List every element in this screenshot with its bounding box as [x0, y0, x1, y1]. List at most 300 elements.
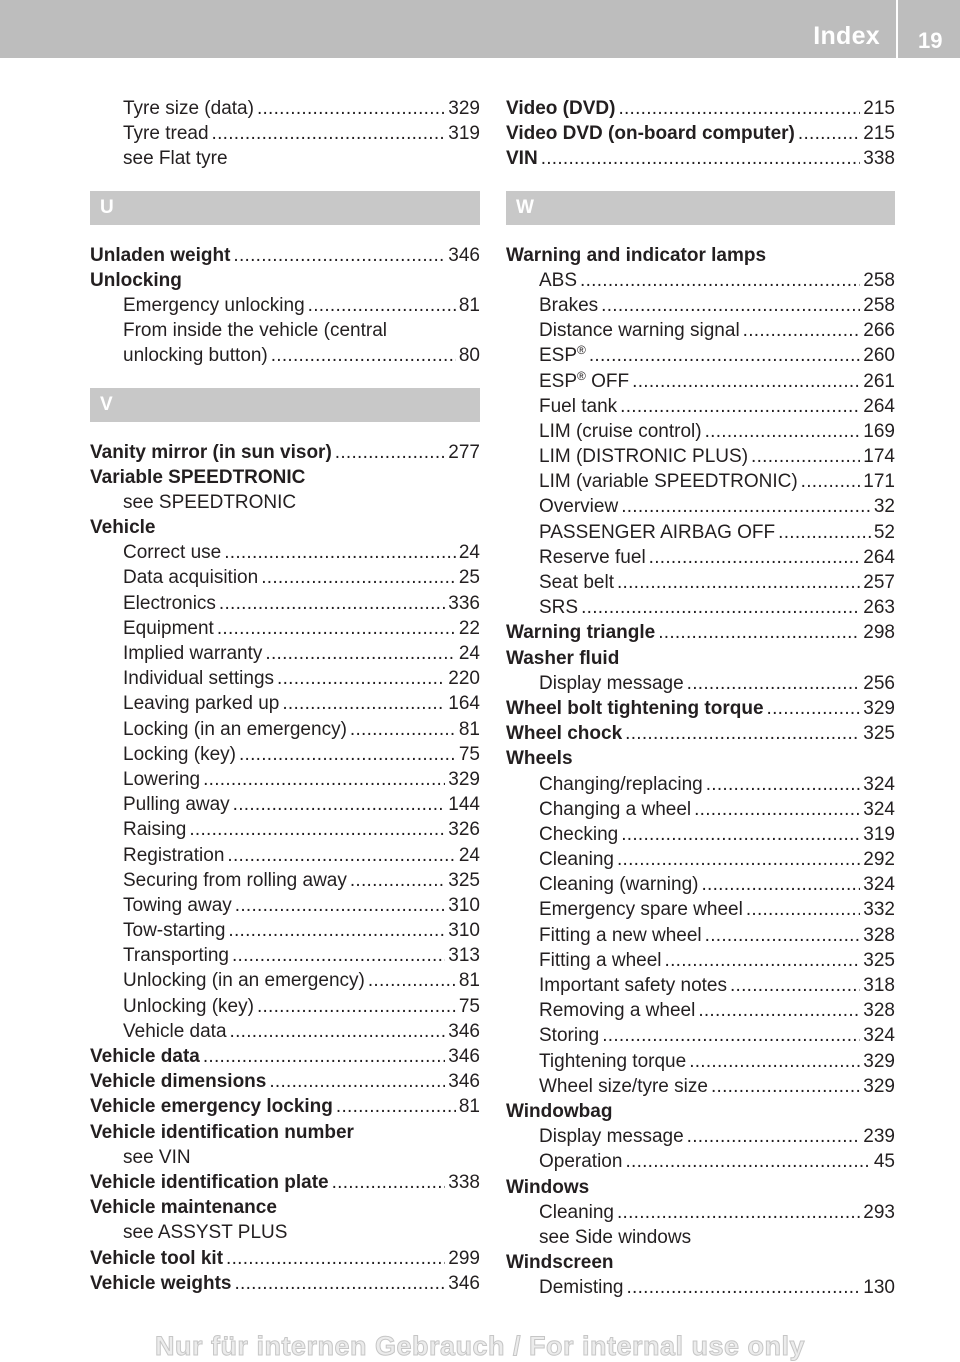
dot-leader	[332, 1170, 446, 1195]
page-reference[interactable]: 215	[863, 123, 895, 145]
page-reference[interactable]: 299	[448, 1247, 480, 1269]
entry-label-text: Washer fluid	[506, 647, 620, 669]
index-subentry-esp-off[interactable]	[506, 369, 895, 394]
entry-label-text: Vehicle dimensions	[90, 1071, 267, 1093]
page-reference[interactable]: 25	[458, 567, 480, 589]
index-entry-vehicle-emergency-locking[interactable]	[90, 1094, 480, 1119]
index-entry-video-dvd[interactable]	[506, 96, 895, 121]
entry-label	[539, 1149, 622, 1174]
entry-label	[539, 343, 586, 368]
page-reference[interactable]: 310	[448, 894, 480, 916]
index-subentry-esp[interactable]	[506, 343, 895, 368]
entry-label-text: Removing a wheel	[539, 1000, 696, 1022]
index-subentry-lowering[interactable]	[90, 767, 480, 792]
index-subentry-raising[interactable]	[90, 817, 480, 842]
entry-label-text: Vehicle tool kit	[90, 1247, 224, 1269]
page-reference[interactable]: 45	[873, 1151, 895, 1173]
index-subentry-cleaning-warning[interactable]	[506, 872, 895, 897]
page-reference[interactable]: 329	[863, 697, 895, 719]
index-subentry-operation[interactable]	[506, 1149, 895, 1174]
index-subentry-leaving-parked-up[interactable]	[90, 691, 480, 716]
dot-leader	[203, 1044, 445, 1069]
internal-use-watermark: Nur für internen Gebrauch / For internal use only	[154, 1331, 806, 1361]
page-reference[interactable]: 239	[863, 1126, 895, 1148]
index-subentry-see-flat-tyre	[90, 146, 480, 171]
page-reference[interactable]: 346	[448, 1046, 480, 1067]
entry-label	[539, 570, 614, 595]
page-reference[interactable]: 75	[458, 743, 480, 765]
index-entry-windows	[506, 1175, 895, 1200]
entry-label-text: Data acquisition	[123, 567, 259, 589]
index-subentry-equipment[interactable]	[90, 616, 480, 641]
index-entry-wheel-chock[interactable]	[506, 721, 895, 746]
page-header-bar	[0, 0, 960, 58]
entry-label	[539, 419, 702, 444]
index-subentry-overview[interactable]	[506, 494, 895, 519]
entry-label	[123, 843, 224, 868]
index-entry-unlocking	[90, 268, 480, 293]
page-reference[interactable]: 215	[863, 98, 895, 119]
dot-leader	[336, 1094, 456, 1119]
dot-leader	[212, 121, 446, 146]
index-subentry-securing-from-rolling-away[interactable]	[90, 868, 480, 893]
index-entry-vehicle	[90, 515, 480, 540]
index-subentry-unlocking-in-an-emergency[interactable]	[90, 968, 480, 993]
dot-leader	[665, 948, 861, 973]
index-subentry-cleaning[interactable]	[506, 1200, 895, 1225]
page-reference[interactable]: 329	[448, 98, 480, 119]
index-subentry-distance-warning-signal[interactable]	[506, 318, 895, 343]
dot-leader	[541, 146, 861, 171]
entry-label	[123, 121, 209, 146]
entry-label-text: Warning triangle	[506, 622, 656, 644]
page-reference[interactable]: 336	[448, 592, 480, 614]
page-reference[interactable]: 75	[458, 995, 480, 1017]
page-reference[interactable]: 22	[458, 617, 480, 639]
entry-label-text: ESP	[539, 370, 578, 392]
page-reference[interactable]: 292	[863, 849, 895, 871]
entry-label	[506, 1175, 589, 1200]
page-reference[interactable]: 52	[873, 521, 895, 543]
entry-label	[539, 998, 695, 1023]
entry-label	[539, 293, 598, 318]
entry-label	[123, 1220, 287, 1245]
entry-label	[123, 968, 365, 993]
index-subentry-display-message[interactable]	[506, 671, 895, 696]
entry-label	[90, 465, 305, 490]
page-reference[interactable]: 325	[863, 723, 895, 745]
page-reference[interactable]: 264	[863, 546, 895, 568]
page-reference[interactable]: 338	[863, 148, 895, 170]
entry-label-text: Raising	[123, 819, 187, 841]
index-entry-vehicle-maintenance	[90, 1195, 480, 1220]
dot-leader	[282, 691, 445, 716]
dot-leader	[257, 96, 445, 121]
entry-label	[90, 243, 230, 268]
entry-label-text: Emergency spare wheel	[539, 899, 743, 921]
index-subentry-srs[interactable]	[506, 595, 895, 620]
index-subentry-data-acquisition[interactable]	[90, 565, 480, 590]
index-subentry-pulling-away[interactable]	[90, 792, 480, 817]
page-reference[interactable]: 298	[863, 622, 895, 644]
page-reference[interactable]: 220	[448, 668, 480, 690]
entry-label	[506, 146, 538, 171]
entry-label-text: Windscreen	[506, 1252, 614, 1274]
page-reference[interactable]: 130	[863, 1277, 895, 1299]
letter-heading-u: U	[90, 191, 480, 225]
dot-leader	[265, 641, 455, 666]
entry-label-text: Tightening torque	[539, 1050, 687, 1072]
dot-leader	[228, 918, 445, 943]
page-reference[interactable]: 346	[448, 1020, 480, 1042]
index-subentry-see-side-windows	[506, 1225, 895, 1250]
page-reference[interactable]: 346	[448, 1071, 480, 1093]
page-reference[interactable]: 261	[863, 370, 895, 392]
index-subentry-locking-in-an-emergency[interactable]	[90, 717, 480, 742]
entry-label	[506, 620, 655, 645]
index-subentry-checking[interactable]	[506, 822, 895, 847]
index-subentry-fuel-tank[interactable]	[506, 394, 895, 419]
page-reference[interactable]: 32	[873, 496, 895, 518]
page-reference[interactable]: 319	[863, 823, 895, 845]
entry-label-text: Operation	[539, 1151, 623, 1173]
dot-leader	[269, 1069, 445, 1094]
index-entry-vehicle-identification-number	[90, 1120, 480, 1145]
page-reference[interactable]: 346	[448, 1272, 480, 1294]
dot-leader	[649, 545, 861, 570]
entry-label-text: Wheel size/tyre size	[539, 1075, 708, 1097]
page-reference[interactable]: 277	[448, 441, 480, 463]
index-subentry-storing[interactable]	[506, 1023, 895, 1048]
entry-label-text: Demisting	[539, 1277, 624, 1299]
index-entry-vehicle-weights[interactable]	[90, 1271, 480, 1296]
index-entry-windowbag	[506, 1099, 895, 1124]
dot-leader	[257, 994, 456, 1019]
entry-label	[90, 1069, 266, 1094]
page-reference[interactable]: 260	[863, 345, 895, 367]
page-reference[interactable]: 329	[448, 768, 480, 790]
page-reference[interactable]: 293	[863, 1201, 895, 1223]
dot-leader	[801, 469, 861, 494]
index-subentry-tyre-size-data[interactable]	[90, 96, 480, 121]
entry-label	[506, 1099, 612, 1124]
entry-label-text: Warning and indicator lamps	[506, 244, 767, 266]
dot-leader	[632, 369, 860, 394]
page-reference[interactable]: 256	[863, 672, 895, 694]
entry-label	[123, 318, 387, 343]
dot-leader	[224, 540, 456, 565]
entry-label	[539, 797, 691, 822]
index-entry-video-dvd-on-board-computer[interactable]	[506, 121, 895, 146]
index-subentry-locking-key[interactable]	[90, 742, 480, 767]
entry-label-text: Windowbag	[506, 1100, 613, 1122]
registered-mark: ®	[577, 368, 586, 383]
entry-label-text: Tyre size (data)	[123, 98, 254, 119]
letter-heading-v: V	[90, 388, 480, 422]
page-reference[interactable]: 164	[448, 693, 480, 715]
page-reference[interactable]: 24	[458, 542, 480, 564]
entry-label	[539, 772, 703, 797]
page-reference[interactable]: 319	[448, 123, 480, 145]
page-reference[interactable]: 346	[448, 244, 480, 266]
entry-label	[539, 671, 684, 696]
dot-leader	[239, 742, 456, 767]
entry-label	[539, 872, 698, 897]
dot-leader	[233, 243, 445, 268]
entry-label	[123, 1145, 191, 1170]
page-reference[interactable]: 328	[863, 1000, 895, 1022]
page-reference[interactable]: 81	[458, 1096, 480, 1118]
index-subentry-vehicle-data[interactable]	[90, 1019, 480, 1044]
entry-label	[90, 268, 182, 293]
entry-label-text: Vehicle emergency locking	[90, 1096, 333, 1118]
dot-leader	[580, 268, 860, 293]
entry-label-text: Changing/replacing	[539, 773, 703, 795]
page-reference[interactable]: 324	[863, 798, 895, 820]
page-reference[interactable]: 258	[863, 294, 895, 316]
dot-leader	[602, 1023, 860, 1048]
index-subentry-changing-replacing[interactable]	[506, 772, 895, 797]
entry-label	[123, 343, 268, 368]
entry-label-text: Cleaning (warning)	[539, 874, 699, 896]
entry-label	[90, 1271, 232, 1296]
dot-leader	[350, 717, 456, 742]
entry-label	[506, 721, 622, 746]
entry-label	[90, 1120, 354, 1145]
section-title: Index	[813, 22, 880, 50]
entry-label	[90, 1094, 333, 1119]
index-subentry-tow-starting[interactable]	[90, 918, 480, 943]
dot-leader	[335, 440, 446, 465]
dot-leader	[235, 893, 446, 918]
dot-leader	[308, 293, 456, 318]
entry-label	[123, 742, 236, 767]
index-entry-vehicle-data[interactable]	[90, 1044, 480, 1069]
entry-label	[539, 545, 646, 570]
index-subentry-demisting[interactable]	[506, 1275, 895, 1300]
entry-label-text: Unlocking (key)	[123, 995, 254, 1017]
page-reference[interactable]: 326	[448, 819, 480, 841]
entry-label	[539, 318, 740, 343]
dot-leader	[368, 968, 456, 993]
entry-label-text: Correct use	[123, 542, 222, 564]
dot-leader	[601, 293, 860, 318]
page-reference[interactable]: 81	[458, 718, 480, 740]
dot-leader	[743, 318, 861, 343]
page-reference[interactable]: 257	[863, 572, 895, 593]
page-reference[interactable]: 332	[863, 899, 895, 921]
entry-label-text: Unlocking (in an emergency)	[123, 970, 365, 992]
entry-label-text: Securing from rolling away	[123, 869, 347, 891]
index-subentry-changing-a-wheel[interactable]	[506, 797, 895, 822]
entry-label	[123, 994, 254, 1019]
index-subentry-cleaning[interactable]	[506, 847, 895, 872]
index-entry-wheel-bolt-tightening-torque[interactable]	[506, 696, 895, 721]
index-entry-vehicle-dimensions[interactable]	[90, 1069, 480, 1094]
index-entry-unladen-weight[interactable]	[90, 243, 480, 268]
entry-label-text: Vehicle data	[123, 1020, 227, 1042]
index-subentry-lim-variable-speedtronic[interactable]	[506, 469, 895, 494]
dot-leader	[687, 671, 861, 696]
page-reference[interactable]: 318	[863, 975, 895, 996]
page-reference[interactable]: 328	[863, 924, 895, 946]
index-subentry-tyre-tread[interactable]	[90, 121, 480, 146]
entry-label	[539, 1023, 599, 1048]
registered-mark: ®	[577, 343, 586, 358]
index-entry-vanity-mirror-in-sun-visor[interactable]	[90, 440, 480, 465]
entry-label-text: Vehicle identification plate	[90, 1171, 329, 1193]
index-subentry-emergency-unlocking[interactable]	[90, 293, 480, 318]
dot-leader	[219, 591, 445, 616]
entry-label	[123, 918, 225, 943]
page-reference[interactable]: 313	[448, 945, 480, 967]
entry-label-text: Vanity mirror (in sun visor)	[90, 441, 332, 463]
index-subentry-electronics[interactable]	[90, 591, 480, 616]
page-reference[interactable]: 324	[863, 773, 895, 795]
page-reference[interactable]: 171	[863, 471, 895, 493]
entry-label	[539, 948, 662, 973]
index-subentry-removing-a-wheel[interactable]	[506, 998, 895, 1023]
page-reference[interactable]: 324	[863, 874, 895, 896]
index-entry-vin[interactable]	[506, 146, 895, 171]
entry-label-text: ESP	[539, 345, 578, 367]
entry-label	[123, 893, 232, 918]
entry-label-text: Pulling away	[123, 794, 230, 816]
dot-leader	[798, 121, 860, 146]
entry-label	[506, 646, 619, 671]
index-subentry-passenger-airbag-off[interactable]	[506, 520, 895, 545]
entry-label-text: LIM (cruise control)	[539, 420, 702, 442]
entry-label	[90, 1195, 277, 1220]
page-reference[interactable]: 174	[863, 446, 895, 468]
entry-label	[539, 1200, 614, 1225]
page-reference[interactable]: 81	[458, 294, 480, 316]
entry-label-text: Electronics	[123, 592, 216, 614]
entry-label	[90, 440, 332, 465]
entry-label	[539, 923, 702, 948]
entry-label-text: Variable SPEEDTRONIC	[90, 466, 306, 488]
page-reference[interactable]: 325	[448, 869, 480, 891]
entry-label-text: Fuel tank	[539, 395, 618, 417]
index-subentry-abs[interactable]	[506, 268, 895, 293]
page-reference[interactable]: 169	[863, 420, 895, 442]
index-subentry-important-safety-notes[interactable]	[506, 973, 895, 998]
index-subentry-reserve-fuel[interactable]	[506, 545, 895, 570]
page-reference[interactable]: 80	[458, 345, 480, 367]
entry-label	[123, 565, 258, 590]
index-subentry-correct-use[interactable]	[90, 540, 480, 565]
page-reference[interactable]: 81	[458, 970, 480, 992]
page-reference[interactable]: 310	[448, 920, 480, 942]
index-subentry-implied-warranty[interactable]	[90, 641, 480, 666]
page-reference[interactable]: 325	[863, 949, 895, 971]
index-subentry-fitting-a-wheel[interactable]	[506, 948, 895, 973]
entry-label	[123, 490, 296, 515]
index-subentry-registration[interactable]	[90, 843, 480, 868]
entry-label-text: Tow-starting	[123, 920, 226, 942]
index-subentry-emergency-spare-wheel[interactable]	[506, 897, 895, 922]
index-subentry-tightening-torque[interactable]	[506, 1049, 895, 1074]
page-reference[interactable]: 266	[863, 320, 895, 342]
dot-leader	[705, 923, 861, 948]
index-subentry-display-message[interactable]	[506, 1124, 895, 1149]
entry-label	[123, 792, 230, 817]
entry-label-text: LIM (DISTRONIC PLUS)	[539, 446, 749, 468]
index-entry-vehicle-identification-plate[interactable]	[90, 1170, 480, 1195]
page-reference[interactable]: 24	[458, 643, 480, 664]
entry-label	[123, 1019, 227, 1044]
entry-label-text: Lowering	[123, 768, 201, 790]
entry-label-text: Unladen weight	[90, 244, 231, 266]
entry-label	[539, 1225, 691, 1250]
entry-label	[506, 96, 615, 121]
letter-heading-w: W	[506, 191, 895, 225]
page-reference[interactable]: 329	[863, 1075, 895, 1097]
index-subentry-towing-away[interactable]	[90, 893, 480, 918]
entry-label	[123, 96, 254, 121]
page-reference[interactable]: 258	[863, 269, 895, 291]
entry-label-suffix: OFF	[585, 370, 630, 392]
index-subentry-lim-distronic-plus[interactable]	[506, 444, 895, 469]
index-subentry-brakes[interactable]	[506, 293, 895, 318]
dot-leader	[625, 721, 860, 746]
entry-label-text: see Flat tyre	[123, 148, 228, 170]
page-reference[interactable]: 264	[863, 395, 895, 417]
index-entry-vehicle-tool-kit[interactable]	[90, 1246, 480, 1271]
index-subentry-fitting-a-new-wheel[interactable]	[506, 923, 895, 948]
dot-leader	[698, 998, 860, 1023]
index-subentry-unlocking-key[interactable]	[90, 994, 480, 1019]
page-reference[interactable]: 24	[458, 844, 480, 866]
index-subentry-seat-belt[interactable]	[506, 570, 895, 595]
entry-label-text: Unlocking	[90, 269, 182, 291]
entry-label	[539, 847, 614, 872]
index-subentry-unlocking-button[interactable]	[90, 343, 480, 368]
page-reference[interactable]: 324	[863, 1025, 895, 1047]
entry-label-text: Seat belt	[539, 572, 614, 593]
index-entry-wheels	[506, 746, 895, 771]
entry-label-text: Wheel chock	[506, 723, 623, 745]
entry-label-text: Overview	[539, 496, 619, 518]
dot-leader	[689, 1049, 860, 1074]
page-reference[interactable]: 329	[863, 1050, 895, 1072]
page-reference[interactable]: 338	[448, 1171, 480, 1193]
index-subentry-lim-cruise-control[interactable]	[506, 419, 895, 444]
index-subentry-individual-settings[interactable]	[90, 666, 480, 691]
index-subentry-transporting[interactable]	[90, 943, 480, 968]
index-entry-warning-triangle[interactable]	[506, 620, 895, 645]
entry-label-text: Important safety notes	[539, 975, 727, 996]
entry-label-text: VIN	[506, 148, 538, 170]
dot-leader	[261, 565, 456, 590]
entry-label	[506, 746, 573, 771]
entry-label	[123, 717, 347, 742]
entry-label	[539, 268, 577, 293]
entry-label-text: Registration	[123, 844, 225, 866]
page-reference[interactable]: 144	[448, 794, 480, 816]
page-reference[interactable]: 263	[863, 597, 895, 619]
entry-label-text: see ASSYST PLUS	[123, 1222, 288, 1244]
dot-leader	[617, 1200, 860, 1225]
index-subentry-wheel-size-tyre-size[interactable]	[506, 1074, 895, 1099]
index-entry-warning-and-indicator-lamps	[506, 243, 895, 268]
entry-label-text: Brakes	[539, 294, 599, 316]
entry-label-text: Vehicle maintenance	[90, 1197, 277, 1219]
dot-leader	[617, 847, 860, 872]
entry-label	[90, 515, 156, 540]
entry-label-text: Fitting a new wheel	[539, 924, 702, 946]
entry-label	[123, 868, 347, 893]
